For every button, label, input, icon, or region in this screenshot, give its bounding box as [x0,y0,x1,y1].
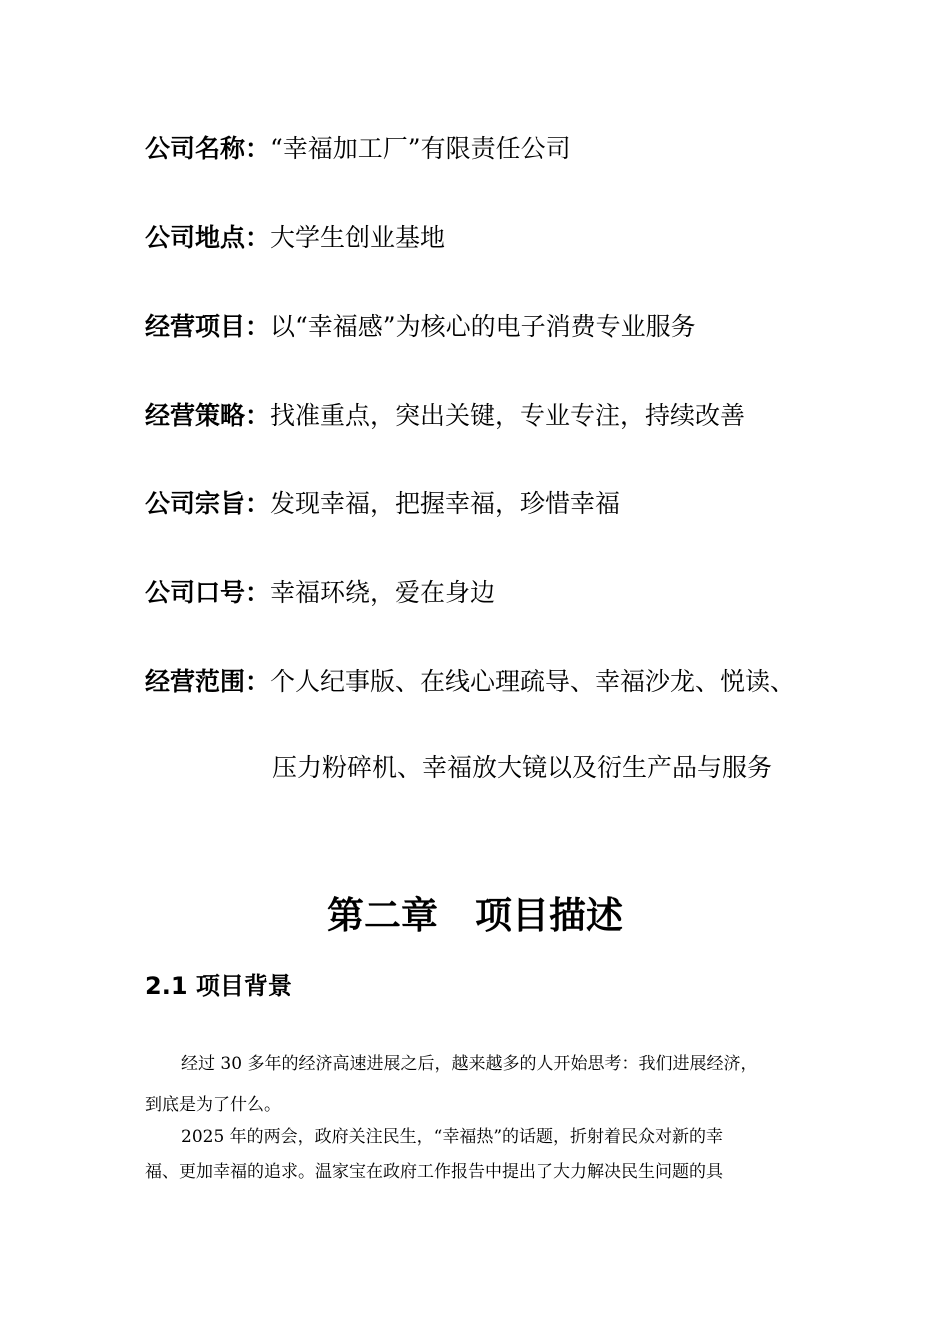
business-strategy-label: 经营策略： [145,401,271,430]
chapter-title: 第二章 项目描述 [327,894,623,937]
company-purpose-label: 公司宗旨： [145,489,271,518]
business-scope-continuation: 压力粉碎机、幸福放大镜以及衍生产品与服务 [272,753,773,782]
business-scope-label: 经营范围： [145,667,271,696]
paragraph-2-line-2: 福、更加幸福的追求。温家宝在政府工作报告中提出了大力解决民生问题的具 [145,1162,723,1182]
business-strategy-row [145,400,745,432]
paragraph-2-line-1: 2025 年的两会，政府关注民生，“幸福热”的话题，折射着民众对新的幸 [181,1127,724,1147]
business-scope-row [145,666,795,698]
company-name-label: 公司名称： [145,134,271,163]
business-strategy-value: 找准重点，突出关键，专业专注，持续改善 [270,401,746,430]
company-location-label: 公司地点： [145,223,271,252]
paragraph-1-line-2: 到底是为了什么。 [145,1095,281,1115]
company-slogan-label: 公司口号： [145,578,271,607]
company-purpose-row [145,488,620,520]
company-name-value: “幸福加工厂”有限责任公司 [270,134,571,163]
paragraph-1-line-1: 经过 30 多年的经济高速进展之后，越来越多的人开始思考：我们进展经济， [181,1054,758,1074]
company-purpose-value: 发现幸福，把握幸福，珍惜幸福 [270,489,621,518]
section-heading: 2.1 项目背景 [145,972,292,1000]
company-location-row [145,222,445,254]
company-name-row [145,133,571,165]
company-location-value: 大学生创业基地 [270,223,446,252]
company-slogan-row [145,577,495,609]
business-project-value: 以“幸福感”为核心的电子消费专业服务 [270,312,696,341]
company-slogan-value: 幸福环绕，爱在身边 [270,578,496,607]
business-project-label: 经营项目： [145,312,271,341]
business-project-row [145,311,696,343]
business-scope-value: 个人纪事版、在线心理疏导、幸福沙龙、悦读、 [270,667,796,696]
